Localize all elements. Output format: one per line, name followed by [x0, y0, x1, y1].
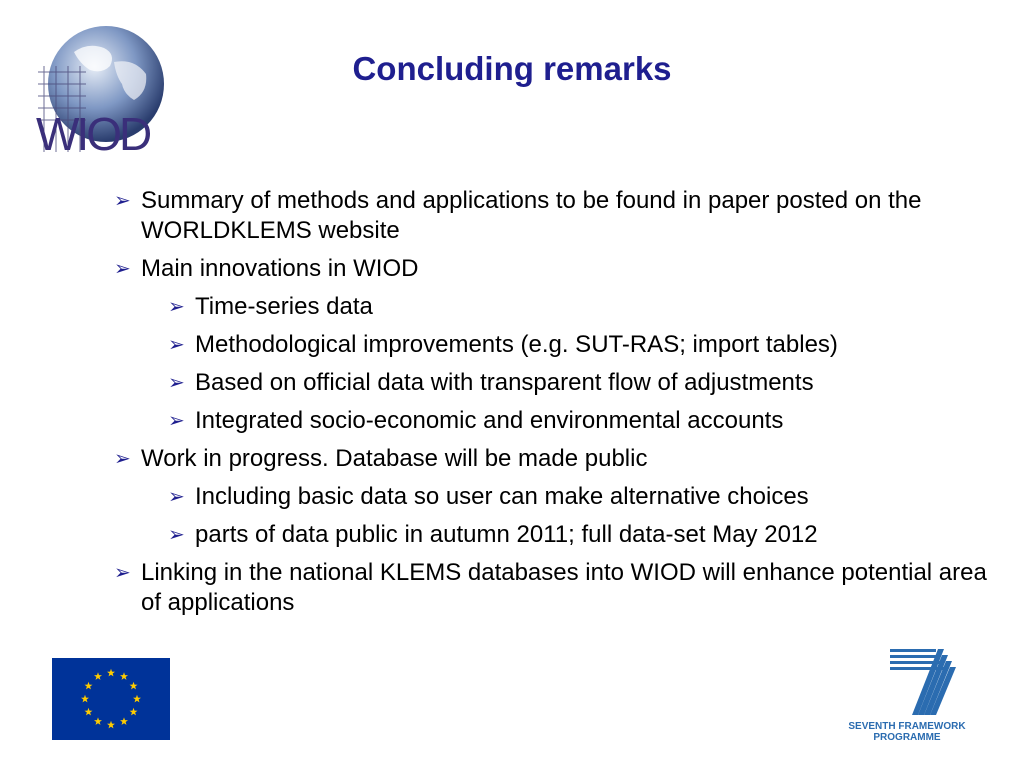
- bullet-text: Work in progress. Database will be made public: [141, 445, 648, 472]
- bullet-item: [114, 558, 994, 618]
- sub-bullet-item: [168, 368, 994, 398]
- fp7-seven-icon: [846, 645, 968, 745]
- wiod-logo-text: WIOD: [36, 108, 150, 156]
- bullet-text: Based on official data with transparent flow of adjustments: [195, 369, 814, 396]
- sub-bullet-item: [168, 330, 994, 360]
- arrow-bullet-icon: ➢: [168, 410, 185, 432]
- arrow-bullet-icon: ➢: [168, 296, 185, 318]
- bullet-text: Linking in the national KLEMS databases into WIOD will enhance potential area of applications: [141, 559, 987, 616]
- sub-bullet-item: [168, 406, 994, 436]
- eu-flag-icon: [52, 658, 170, 740]
- arrow-bullet-icon: ➢: [114, 562, 131, 584]
- bullet-list: [114, 186, 994, 626]
- arrow-bullet-icon: ➢: [168, 486, 185, 508]
- slide-title: Concluding remarks: [352, 50, 672, 87]
- fp7-text-line2: PROGRAMME: [873, 732, 941, 743]
- arrow-bullet-icon: ➢: [114, 190, 131, 212]
- sub-bullet-item: [168, 482, 994, 512]
- arrow-bullet-icon: ➢: [168, 524, 185, 546]
- bullet-item: [114, 254, 994, 284]
- bullet-text: Including basic data so user can make alternative choices: [195, 483, 809, 510]
- bullet-text: Summary of methods and applications to be found in paper posted on the WORLDKLEMS website: [141, 187, 922, 244]
- wiod-globe-icon: [30, 22, 170, 156]
- eu-flag-logo: [52, 658, 170, 740]
- arrow-bullet-icon: ➢: [168, 334, 185, 356]
- wiod-logo: [30, 22, 170, 156]
- sub-bullet-item: [168, 520, 994, 550]
- fp7-logo: [846, 645, 968, 745]
- bullet-text: Integrated socio-economic and environmental accounts: [195, 407, 784, 434]
- arrow-bullet-icon: ➢: [114, 258, 131, 280]
- bullet-text: parts of data public in autumn 2011; full data-set May 2012: [195, 521, 818, 548]
- bullet-text: Main innovations in WIOD: [141, 255, 419, 282]
- bullet-item: [114, 444, 994, 474]
- arrow-bullet-icon: ➢: [168, 372, 185, 394]
- arrow-bullet-icon: ➢: [114, 448, 131, 470]
- bullet-text: Methodological improvements (e.g. SUT-RAS; import tables): [195, 331, 838, 358]
- sub-bullet-item: [168, 292, 994, 322]
- bullet-text: Time-series data: [195, 293, 373, 320]
- fp7-text-line1: SEVENTH FRAMEWORK: [848, 721, 966, 732]
- bullet-item: [114, 186, 994, 246]
